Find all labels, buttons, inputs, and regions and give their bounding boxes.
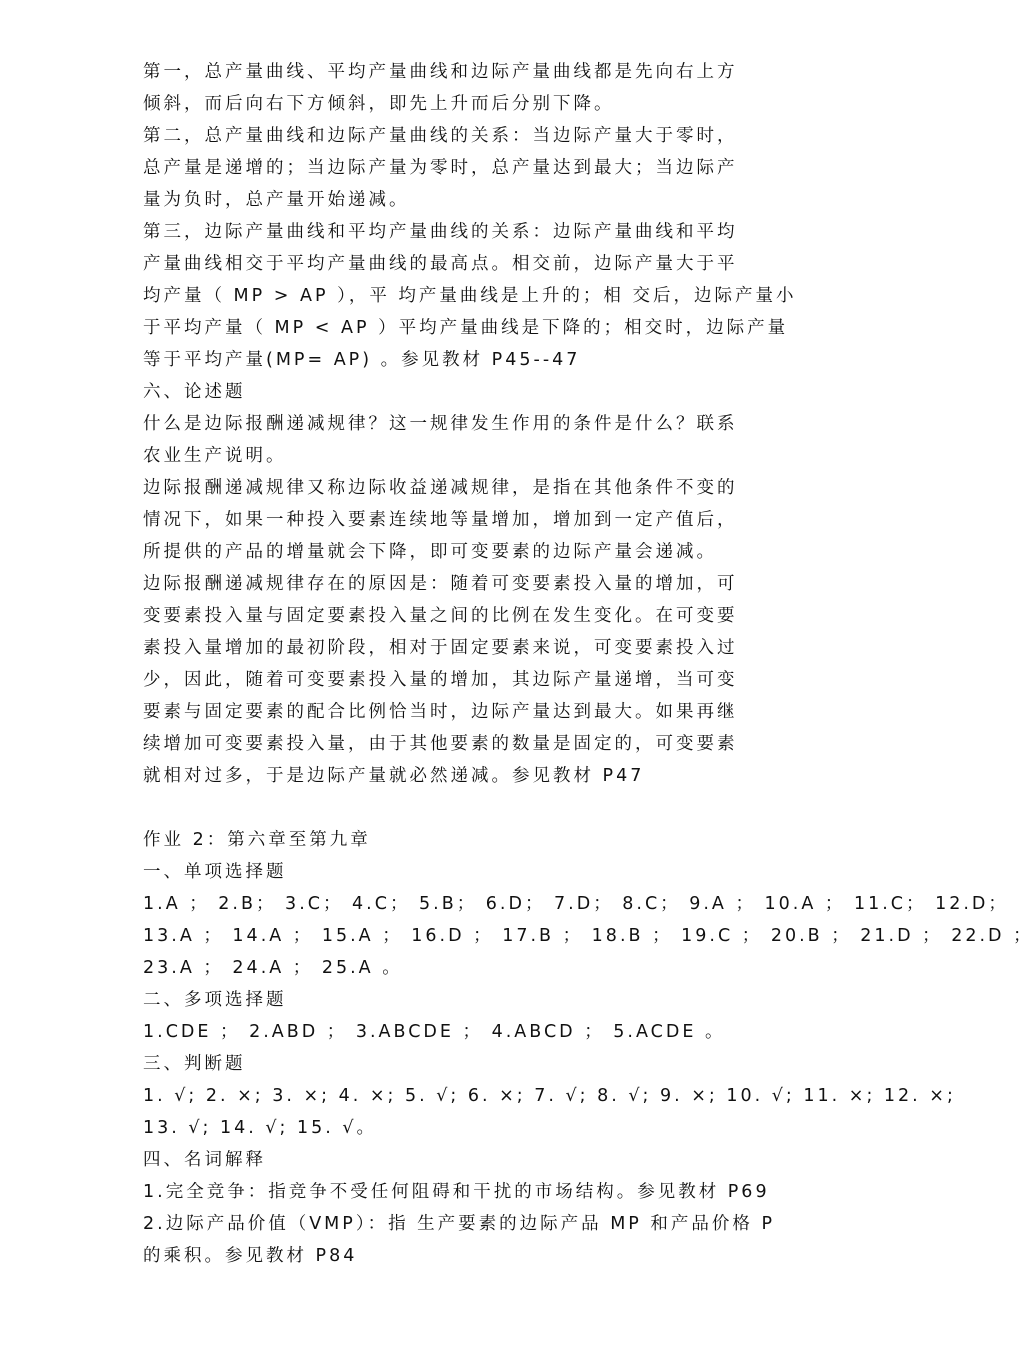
text-line: 续增加可变要素投入量，由于其他要素的数量是固定的，可变要素 bbox=[143, 734, 738, 754]
text-line: 要素与固定要素的配合比例恰当时，边际产量达到最大。如果再继 bbox=[143, 702, 738, 722]
text-line: 量为负时，总产量开始递减。 bbox=[143, 190, 410, 210]
definition-line: 1.完全竞争：指竞争不受任何阻碍和干扰的市场结构。参见教材 P69 bbox=[143, 1182, 770, 1202]
definition-line: 的乘积。参见教材 P84 bbox=[143, 1246, 358, 1266]
text-line: 所提供的产品的增量就会下降，即可变要素的边际产量会递减。 bbox=[143, 542, 717, 562]
answer-line: 1.A ； 2.B； 3.C； 4.C； 5.B； 6.D； 7.D； 8.C； 9.A ； 10.A ； 11.C； 12.D； bbox=[143, 894, 1009, 914]
section-heading: 一、单项选择题 bbox=[143, 862, 287, 882]
section-heading: 六、论述题 bbox=[143, 382, 246, 402]
answer-line: 13.A ； 14.A ； 15.A ； 16.D ； 17.B ； 18.B ； 19.C ； 20.B ； 21.D ； 22.D ； bbox=[143, 926, 1034, 946]
section-heading: 三、判断题 bbox=[143, 1054, 246, 1074]
text-line: 边际报酬递减规律存在的原因是：随着可变要素投入量的增加，可 bbox=[143, 574, 738, 594]
text-line: 等于平均产量(MP= AP) 。参见教材 P45--47 bbox=[143, 350, 581, 370]
text-line: 边际报酬递减规律又称边际收益递减规律，是指在其他条件不变的 bbox=[143, 478, 738, 498]
text-line: 总产量是递增的；当边际产量为零时，总产量达到最大；当边际产 bbox=[143, 158, 738, 178]
text-line: 变要素投入量与固定要素投入量之间的比例在发生变化。在可变要 bbox=[143, 606, 738, 626]
text-line: 素投入量增加的最初阶段，相对于固定要素来说，可变要素投入过 bbox=[143, 638, 738, 658]
text-line: 于平均产量（ MP < AP ）平均产量曲线是下降的；相交时，边际产量 bbox=[143, 318, 789, 338]
text-line: 均产量（ MP > AP ），平 均产量曲线是上升的；相 交后，边际产量小 bbox=[143, 286, 797, 306]
answer-line: 1.CDE ； 2.ABD ； 3.ABCDE ； 4.ABCD ； 5.ACDE 。 bbox=[143, 1022, 726, 1042]
text-line: 少，因此，随着可变要素投入量的增加，其边际产量递增，当可变 bbox=[143, 670, 738, 690]
text-line: 第二，总产量曲线和边际产量曲线的关系：当边际产量大于零时， bbox=[143, 126, 738, 146]
text-line: 就相对过多，于是边际产量就必然递减。参见教材 P47 bbox=[143, 766, 645, 786]
answer-line: 1. √; 2. ×; 3. ×; 4. ×; 5. √; 6. ×; 7. √; 8. √; 9. ×; 10. √; 11. ×; 12. ×; bbox=[143, 1086, 956, 1106]
text-line: 倾斜，而后向右下方倾斜，即先上升而后分别下降。 bbox=[143, 94, 615, 114]
text-line: 情况下，如果一种投入要素连续地等量增加，增加到一定产值后， bbox=[143, 510, 738, 530]
section-heading: 四、名词解释 bbox=[143, 1150, 266, 1170]
text-line: 第一，总产量曲线、平均产量曲线和边际产量曲线都是先向右上方 bbox=[143, 62, 738, 82]
text-line: 第三，边际产量曲线和平均产量曲线的关系：边际产量曲线和平均 bbox=[143, 222, 738, 242]
definition-line: 2.边际产品价值（VMP）：指 生产要素的边际产品 MP 和产品价格 P bbox=[143, 1214, 776, 1234]
text-line: 农业生产说明。 bbox=[143, 446, 287, 466]
answer-line: 13. √; 14. √; 15. √。 bbox=[143, 1118, 378, 1138]
answer-line: 23.A ； 24.A ； 25.A 。 bbox=[143, 958, 403, 978]
text-line: 产量曲线相交于平均产量曲线的最高点。相交前，边际产量大于平 bbox=[143, 254, 738, 274]
text-line: 什么是边际报酬递减规律？这一规律发生作用的条件是什么？联系 bbox=[143, 414, 738, 434]
section-heading: 二、多项选择题 bbox=[143, 990, 287, 1010]
assignment-heading: 作业 2：第六章至第九章 bbox=[143, 830, 371, 850]
